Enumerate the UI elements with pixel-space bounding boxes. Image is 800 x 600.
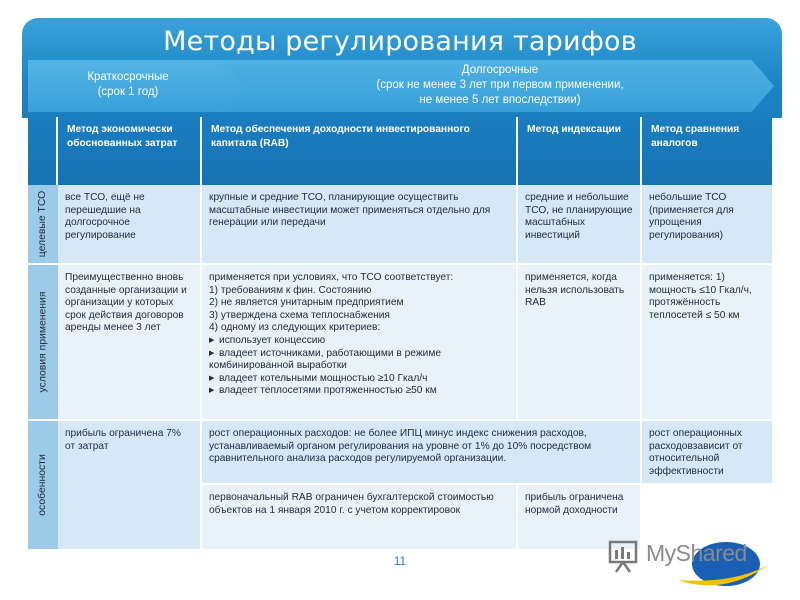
row-label-features-text: особенности — [37, 454, 48, 516]
methods-table — [28, 117, 774, 549]
short-term-label — [48, 70, 208, 100]
row-label-conditions — [28, 265, 58, 421]
rab-condition-4: 4) одному из следующих критериев: — [209, 322, 381, 334]
rab-conditions-list — [209, 285, 509, 335]
slide-title: Методы регулирования тарифов — [163, 26, 637, 57]
row-label-target — [28, 185, 58, 265]
column-header-rab-method: Метод обеспечения доходности инвестированного капитала (RAB) — [202, 117, 518, 185]
rab-criterion-text: владеет котельными мощностью ≥10 Гкал/ч — [219, 372, 428, 384]
long-term-label — [330, 63, 670, 108]
cell-conditions-comparison: применяется: 1) мощность ≤10 Гкал/ч, протяжённость теплосетей ≤ 50 км — [642, 265, 772, 421]
cell-features-comparison: рост операционных расходовзависит от относительной эффективности — [642, 421, 772, 485]
rab-condition-2: 2) не является унитарным предприятием — [209, 297, 404, 309]
rab-criterion-text: владеет теплосетями протяженностью ≥50 км — [219, 385, 437, 397]
column-header-cost-method: Метод экономически обоснованных затрат — [58, 117, 202, 185]
cell-conditions-cost: Преимущественно вновь созданные организации и организации у которых срок действия договоров аренды менее 3 лет — [58, 265, 202, 421]
rab-criterion-text: использует концессию — [219, 334, 326, 346]
cell-features-indexation: прибыль ограничена нормой доходности — [518, 485, 642, 549]
row-label-target-text: целевые ТСО — [37, 190, 48, 258]
rab-criterion-networks — [209, 385, 509, 398]
presentation-board-icon — [610, 542, 636, 572]
cell-conditions-indexation: применяется, когда нельзя использовать RAB — [518, 265, 642, 421]
rab-criterion-concession — [209, 335, 509, 348]
column-header-comparison-method: Метод сравнения аналогов — [642, 117, 772, 185]
logo-wordmark: MyShared — [646, 540, 747, 566]
short-term-period: (срок 1 год) — [97, 86, 159, 98]
arrow-bullet-icon: ▶ — [209, 349, 215, 357]
cell-features-cost: прибыль ограничена 7% от затрат — [58, 421, 202, 549]
long-term-title: Долгосрочные — [461, 64, 539, 76]
row-label-features — [28, 421, 58, 549]
cell-features-rab: первоначальный RAB ограничен бухгалтерской стоимостью объектов на 1 января 2010 г. с учетом корректировок — [202, 485, 518, 549]
short-term-title: Краткосрочные — [87, 71, 169, 83]
header-corner — [28, 117, 58, 185]
rab-criteria-list — [209, 335, 509, 398]
long-term-period-later: не менее 5 лет впоследствии) — [419, 94, 581, 106]
rab-condition-1: 1) требованиям к фин. Состоянию — [209, 284, 372, 296]
rab-condition-3: 3) утверждена схема теплоснабжения — [209, 309, 390, 321]
rab-conditions-intro: применяется при условиях, что ТСО соответствует: — [209, 272, 454, 283]
cell-features-opex-growth: рост операционных расходов: не более ИПЦ минус индекс снижения расходов, устанавливаемый органом регулирования на уровне от 1% до 10% посредством сравнительного анализа расходов регулируемой организации. — [202, 421, 642, 485]
row-label-conditions-text: условия применения — [37, 291, 49, 393]
rab-criterion-text: владеет источниками, работающими в режиме комбинированной выработки — [209, 347, 442, 372]
long-term-period-first: (срок не менее 3 лет при первом применении, — [376, 79, 624, 91]
cell-conditions-rab — [202, 265, 518, 421]
arrow-bullet-icon: ▶ — [209, 336, 215, 344]
column-header-indexation-method: Метод индексации — [518, 117, 642, 185]
cell-target-comparison: небольшие ТСО (применяется для упрощения регулирования) — [642, 185, 772, 265]
cell-target-rab: крупные и средние ТСО, планирующие осуществить масштабные инвестиции может применяться отдельно для генерации или передачи — [202, 185, 518, 265]
rab-criterion-boilers — [209, 373, 509, 386]
arrow-bullet-icon: ▶ — [209, 374, 215, 382]
cell-target-indexation: средние и небольшие ТСО, не планирующие масштабных инвестиций — [518, 185, 642, 265]
arrow-bullet-icon: ▶ — [209, 387, 215, 395]
rab-criterion-combined-generation — [209, 348, 509, 373]
page-number: 11 — [393, 554, 407, 568]
cell-target-cost: все ТСО, ещё не перешедшие на долгосрочное регулирование — [58, 185, 202, 265]
